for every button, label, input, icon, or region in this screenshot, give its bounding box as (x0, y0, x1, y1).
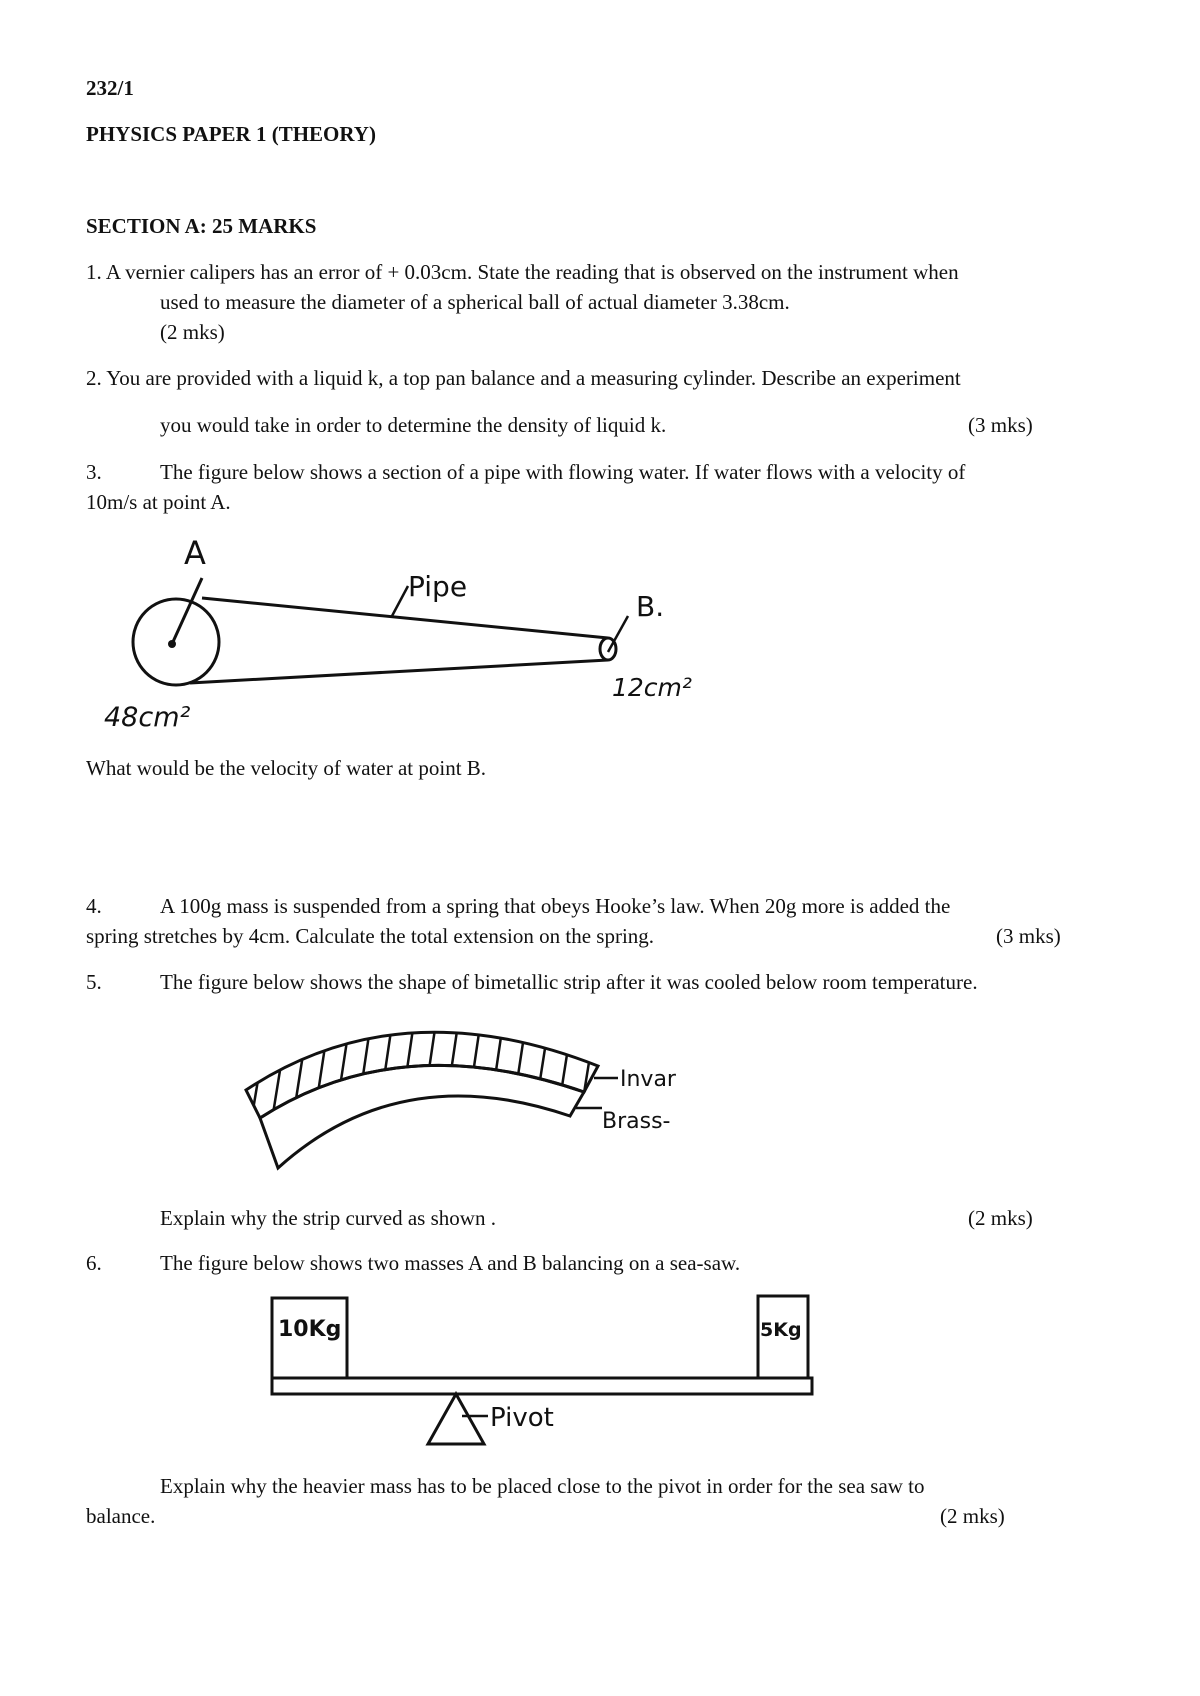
label-pipe: Pipe (408, 570, 468, 603)
point-a-pointer (172, 578, 202, 644)
question-1-line-1: 1. A vernier calipers has an error of + 0.03cm. State the reading that is observed on the instrument when (86, 260, 959, 284)
pipe-bottom-edge (190, 660, 608, 683)
pivot-triangle (428, 1394, 484, 1444)
section-heading: SECTION A: 25 MARKS (86, 214, 317, 238)
label-brass: Brass- (602, 1109, 671, 1134)
question-4-number: 4. (86, 894, 102, 918)
question-3-line-2: 10m/s at point A. (86, 490, 231, 514)
paper-title: PHYSICS PAPER 1 (THEORY) (86, 122, 376, 146)
label-area-a: 48cm² (104, 702, 191, 730)
question-4-marks: (3 mks) (996, 924, 1061, 948)
label-invar: Invar (620, 1067, 676, 1092)
seesaw-figure (262, 1290, 822, 1450)
point-b-pointer (608, 616, 628, 652)
question-6-prompt-line-1: Explain why the heavier mass has to be placed close to the pivot in order for the sea saw to (160, 1474, 925, 1498)
pipe-end-a-circle (133, 599, 219, 685)
brass-layer (260, 1065, 584, 1168)
question-4-line-1: A 100g mass is suspended from a spring that obeys Hooke’s law. When 20g more is added the (160, 894, 951, 918)
question-2-line-1: 2. You are provided with a liquid k, a top pan balance and a measuring cylinder. Describe an experiment (86, 366, 961, 390)
invar-hatching (250, 1022, 590, 1128)
bimetallic-strip-figure (230, 1008, 700, 1178)
label-pivot: Pivot (490, 1403, 554, 1433)
question-1-marks: (2 mks) (160, 320, 225, 344)
question-4-line-2: spring stretches by 4cm. Calculate the total extension on the spring. (86, 924, 655, 948)
question-6-line-1: The figure below shows two masses A and B balancing on a sea-saw. (160, 1251, 741, 1275)
question-5-line-1: The figure below shows the shape of bimetallic strip after it was cooled below room temperature. (160, 970, 978, 994)
pipe-label-pointer (392, 586, 408, 616)
question-5-number: 5. (86, 970, 102, 994)
label-b: B. (636, 590, 665, 623)
question-2-line-2: you would take in order to determine the density of liquid k. (160, 413, 667, 437)
question-5-marks: (2 mks) (968, 1206, 1033, 1230)
mass-left-label: 10Kg (278, 1317, 342, 1342)
paper-code: 232/1 (86, 76, 134, 100)
pipe-figure (90, 530, 730, 730)
question-5-prompt: Explain why the strip curved as shown . (160, 1206, 496, 1230)
question-6-marks: (2 mks) (940, 1504, 1005, 1528)
pipe-top-edge (202, 598, 608, 638)
label-a: A (184, 534, 206, 572)
question-3-prompt: What would be the velocity of water at point B. (86, 756, 487, 780)
question-3-number: 3. (86, 460, 102, 484)
question-2-marks: (3 mks) (968, 413, 1033, 437)
question-6-prompt-line-2: balance. (86, 1504, 156, 1528)
question-6-number: 6. (86, 1251, 102, 1275)
seesaw-plank (272, 1378, 812, 1394)
mass-right-label: 5Kg (760, 1319, 802, 1341)
label-area-b: 12cm² (612, 673, 692, 702)
question-3-line-1: The figure below shows a section of a pipe with flowing water. If water flows with a velocity of (160, 460, 966, 484)
question-1-line-2: used to measure the diameter of a spherical ball of actual diameter 3.38cm. (160, 290, 790, 314)
